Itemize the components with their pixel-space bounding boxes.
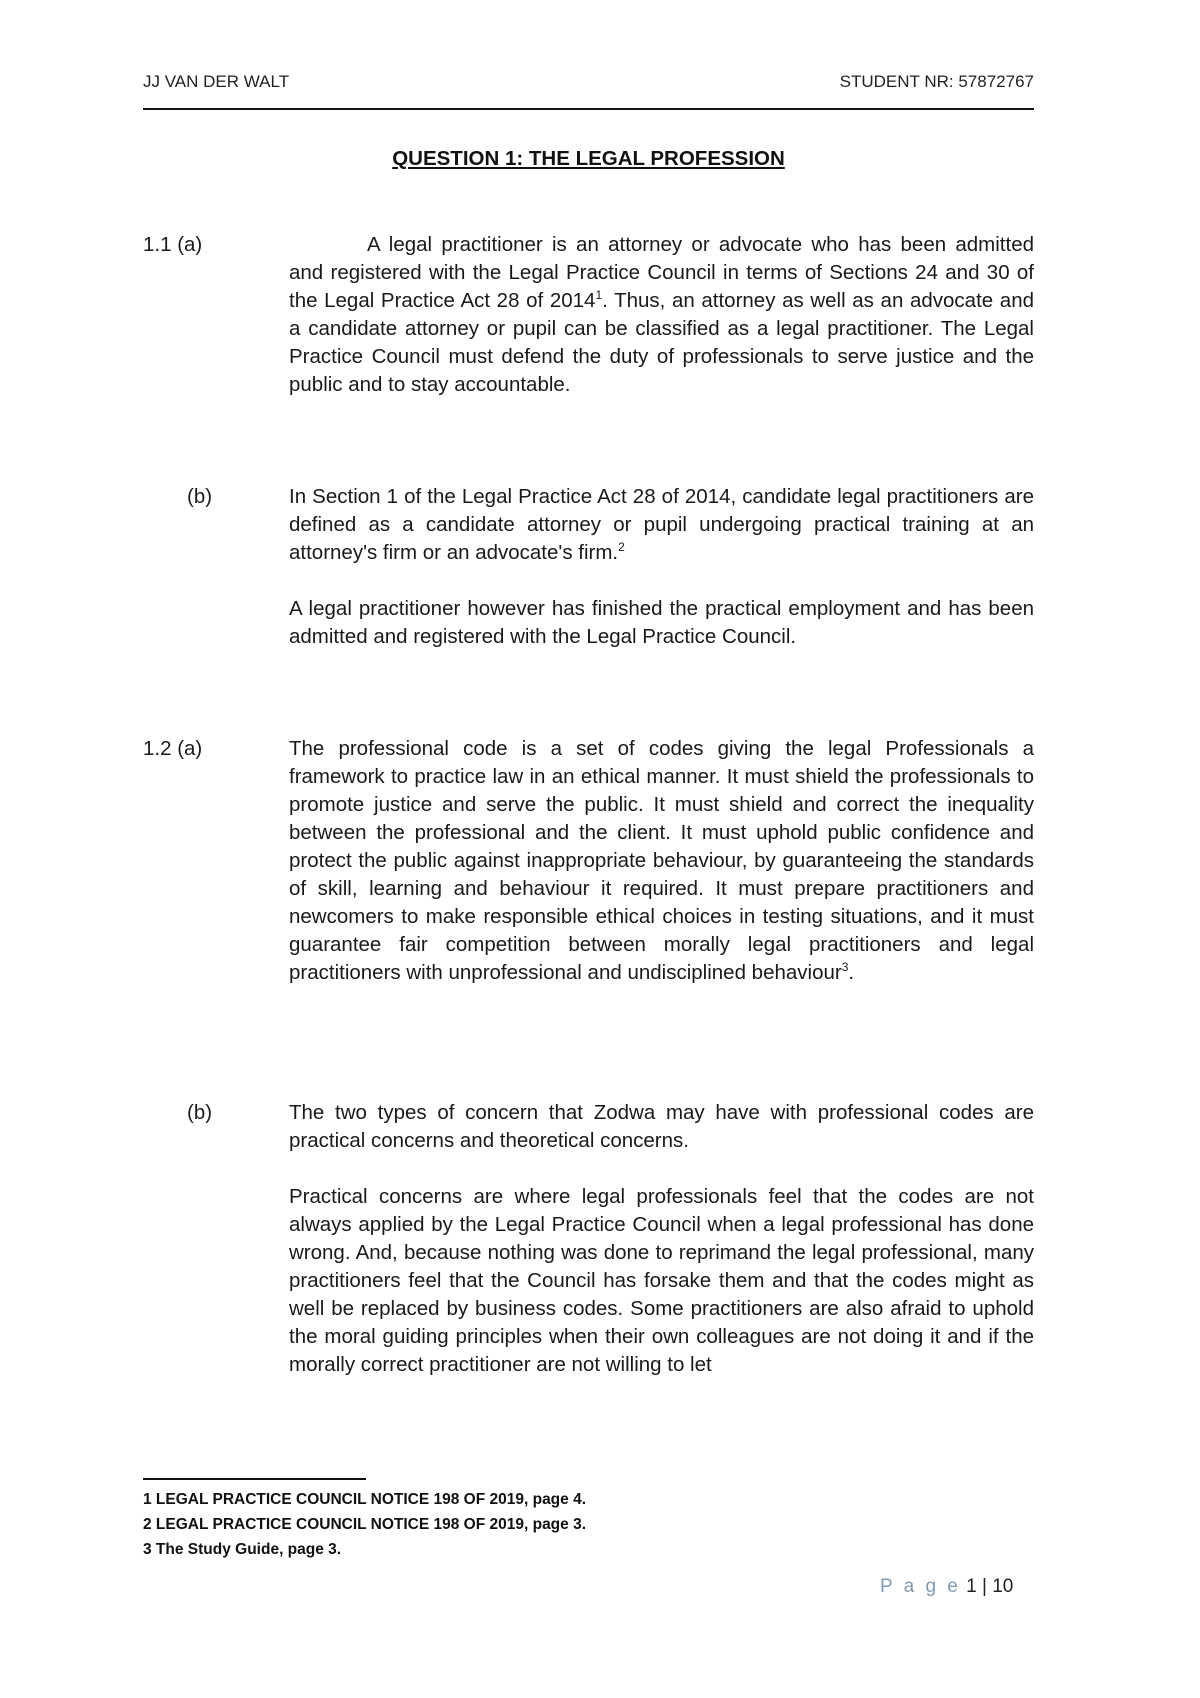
page-header	[143, 72, 1034, 92]
author-name: JJ VAN DER WALT	[143, 72, 290, 91]
paragraph-1-2a-text-end: .	[848, 961, 855, 984]
footnote-ref-3: 3	[841, 960, 849, 975]
paragraph-1-1b	[289, 483, 1034, 567]
footnote-ref-2: 2	[618, 540, 625, 555]
page-number: 1	[966, 1576, 977, 1597]
footnote-3: 3 The Study Guide, page 3.	[143, 1541, 342, 1558]
paragraph-1-2a-text: The professional code is a set of codes giving the legal Professionals a framework to practice law in an ethical manner. It must shield the professionals to promote justice and serve the public. It must shield and correct the inequality between the professional and the client. It must uphold public confidence and protect the public against inappropriate behaviour, by guaranteeing the standards of skill, learning and behaviour it required. It must prepare practitioners and newcomers to make responsible ethical choices in testing situations, and it must guarantee fair competition between morally legal practitioners and legal practitioners with unprofessional and undisciplined behaviour	[289, 737, 1034, 984]
paragraph-1-1b-second: A legal practitioner however has finished the practical employment and has been admitted and registered with the Legal Practice Council.	[289, 597, 1034, 648]
label-1-2a: 1.2 (a)	[143, 737, 203, 760]
page-word: P a g e	[880, 1576, 961, 1597]
footnote-2: 2 LEGAL PRACTICE COUNCIL NOTICE 198 OF 2019, page 3.	[143, 1516, 587, 1533]
question-title: QUESTION 1: THE LEGAL PROFESSION	[392, 147, 785, 170]
total-pages: 10	[992, 1576, 1014, 1597]
page-footer	[880, 1576, 1013, 1598]
paragraph-1-2a	[289, 735, 1034, 987]
header-rule	[143, 108, 1034, 110]
student-number: STUDENT NR: 57872767	[839, 72, 1034, 91]
paragraph-1-2b: The two types of concern that Zodwa may have with professional codes are practical concerns and theoretical concerns.	[289, 1101, 1034, 1152]
paragraph-1-1a	[289, 231, 1034, 399]
label-1-1a: 1.1 (a)	[143, 233, 203, 256]
footnote-ref-1: 1	[595, 288, 603, 303]
paragraph-1-1a-text-end: . Thus, an attorney as well as an advocate and a candidate attorney or pupil can be classified as a legal practitioner. The Legal Practice Council must defend the duty of professionals to serve justice and the public and to stay accountable.	[289, 289, 1035, 396]
page-separator: |	[982, 1576, 987, 1597]
paragraph-1-1a-text: A legal practitioner is an attorney or advocate who has been admitted and registered with the Legal Practice Council in terms of Sections 24 and 30 of the Legal Practice Act 28 of 2014	[289, 233, 1034, 312]
label-1-1b: (b)	[187, 485, 213, 508]
label-1-2b: (b)	[187, 1101, 213, 1124]
footnote-1: 1 LEGAL PRACTICE COUNCIL NOTICE 198 OF 2019, page 4.	[143, 1491, 587, 1508]
paragraph-1-2b-second: Practical concerns are where legal professionals feel that the codes are not always applied by the Legal Practice Council when a legal professional has done wrong. And, because nothing was done to reprimand the legal professional, many practitioners feel that the Council has forsake them and that the codes might as well be replaced by business codes. Some practitioners are also afraid to uphold the moral guiding principles when their own colleagues are not doing it and if the morally correct practitioner are not willing to let	[289, 1185, 1034, 1376]
footnote-separator	[143, 1478, 366, 1480]
paragraph-1-1b-text: In Section 1 of the Legal Practice Act 28 of 2014, candidate legal practitioners are defined as a candidate attorney or pupil undergoing practical training at an attorney's firm or an advocate's firm.	[289, 485, 1034, 564]
footnotes	[143, 1487, 1034, 1562]
